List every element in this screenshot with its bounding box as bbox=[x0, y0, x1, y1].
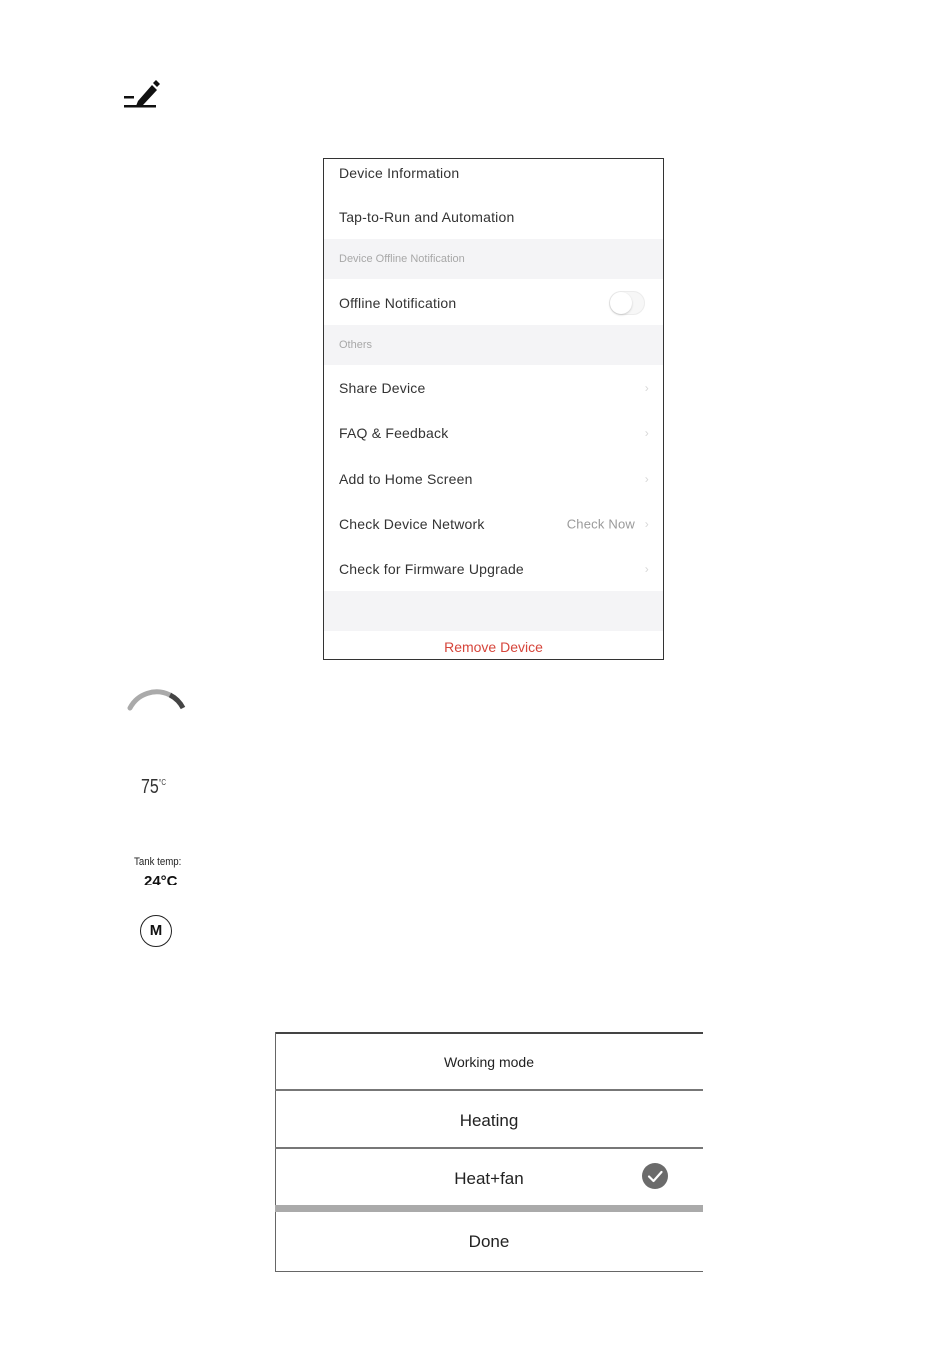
tap-to-run-row[interactable] bbox=[324, 194, 663, 239]
offline-notification-row bbox=[324, 280, 663, 325]
done-button[interactable]: Done bbox=[468, 1232, 510, 1251]
chevron-right-icon: › bbox=[644, 561, 649, 576]
temperature-unit: °C bbox=[158, 778, 166, 787]
add-home-screen-label: Add to Home Screen bbox=[339, 470, 473, 487]
section-header-others bbox=[324, 325, 663, 365]
toggle-knob bbox=[610, 292, 632, 314]
add-home-screen-row[interactable] bbox=[324, 456, 663, 501]
mode-m-letter: M bbox=[149, 922, 163, 939]
section-gap bbox=[324, 591, 663, 631]
section-header-others-label: Others bbox=[339, 339, 373, 351]
chevron-right-icon: › bbox=[644, 425, 649, 440]
section-header-offline bbox=[324, 239, 663, 279]
chevron-right-icon: › bbox=[644, 380, 649, 395]
chevron-right-icon: › bbox=[644, 471, 649, 486]
temperature-readout bbox=[141, 776, 166, 799]
share-device-label: Share Device bbox=[339, 379, 426, 396]
faq-feedback-label: FAQ & Feedback bbox=[339, 424, 449, 441]
share-device-row[interactable] bbox=[324, 365, 663, 410]
sheet-separator-bar bbox=[275, 1205, 703, 1212]
sheet-bottom-border bbox=[275, 1271, 703, 1272]
gauge-arc-icon bbox=[126, 688, 188, 714]
check-network-label: Check Device Network bbox=[339, 515, 485, 532]
firmware-upgrade-row[interactable] bbox=[324, 546, 663, 591]
tank-temp-label: Tank temp: bbox=[134, 856, 182, 868]
check-now-link[interactable]: Check Now bbox=[566, 516, 635, 531]
section-header-offline-label: Device Offline Notification bbox=[339, 253, 465, 265]
working-mode-sheet bbox=[275, 1032, 703, 1272]
tank-temp-value: 24°C bbox=[144, 873, 178, 885]
offline-notification-toggle[interactable] bbox=[609, 291, 645, 315]
edit-pencil-icon bbox=[122, 78, 162, 110]
tap-to-run-label: Tap-to-Run and Automation bbox=[339, 208, 515, 225]
device-information-label: Device Information bbox=[339, 165, 460, 181]
check-circle-icon bbox=[641, 1162, 669, 1190]
working-mode-title: Working mode bbox=[443, 1054, 534, 1070]
check-network-row[interactable] bbox=[324, 501, 663, 546]
option-heating[interactable]: Heating bbox=[459, 1111, 519, 1130]
sheet-divider bbox=[275, 1147, 703, 1149]
remove-device-button[interactable]: Remove Device bbox=[444, 639, 543, 655]
firmware-upgrade-label: Check for Firmware Upgrade bbox=[339, 560, 524, 577]
mode-m-icon bbox=[140, 915, 172, 947]
offline-notification-label: Offline Notification bbox=[339, 294, 457, 311]
faq-feedback-row[interactable] bbox=[324, 410, 663, 455]
chevron-right-icon: › bbox=[644, 516, 649, 531]
temperature-value: 75 bbox=[141, 776, 159, 798]
sheet-divider bbox=[275, 1089, 703, 1091]
sheet-top-border bbox=[275, 1032, 703, 1034]
option-heat-fan[interactable]: Heat+fan bbox=[454, 1169, 524, 1188]
device-settings-panel bbox=[323, 158, 664, 660]
